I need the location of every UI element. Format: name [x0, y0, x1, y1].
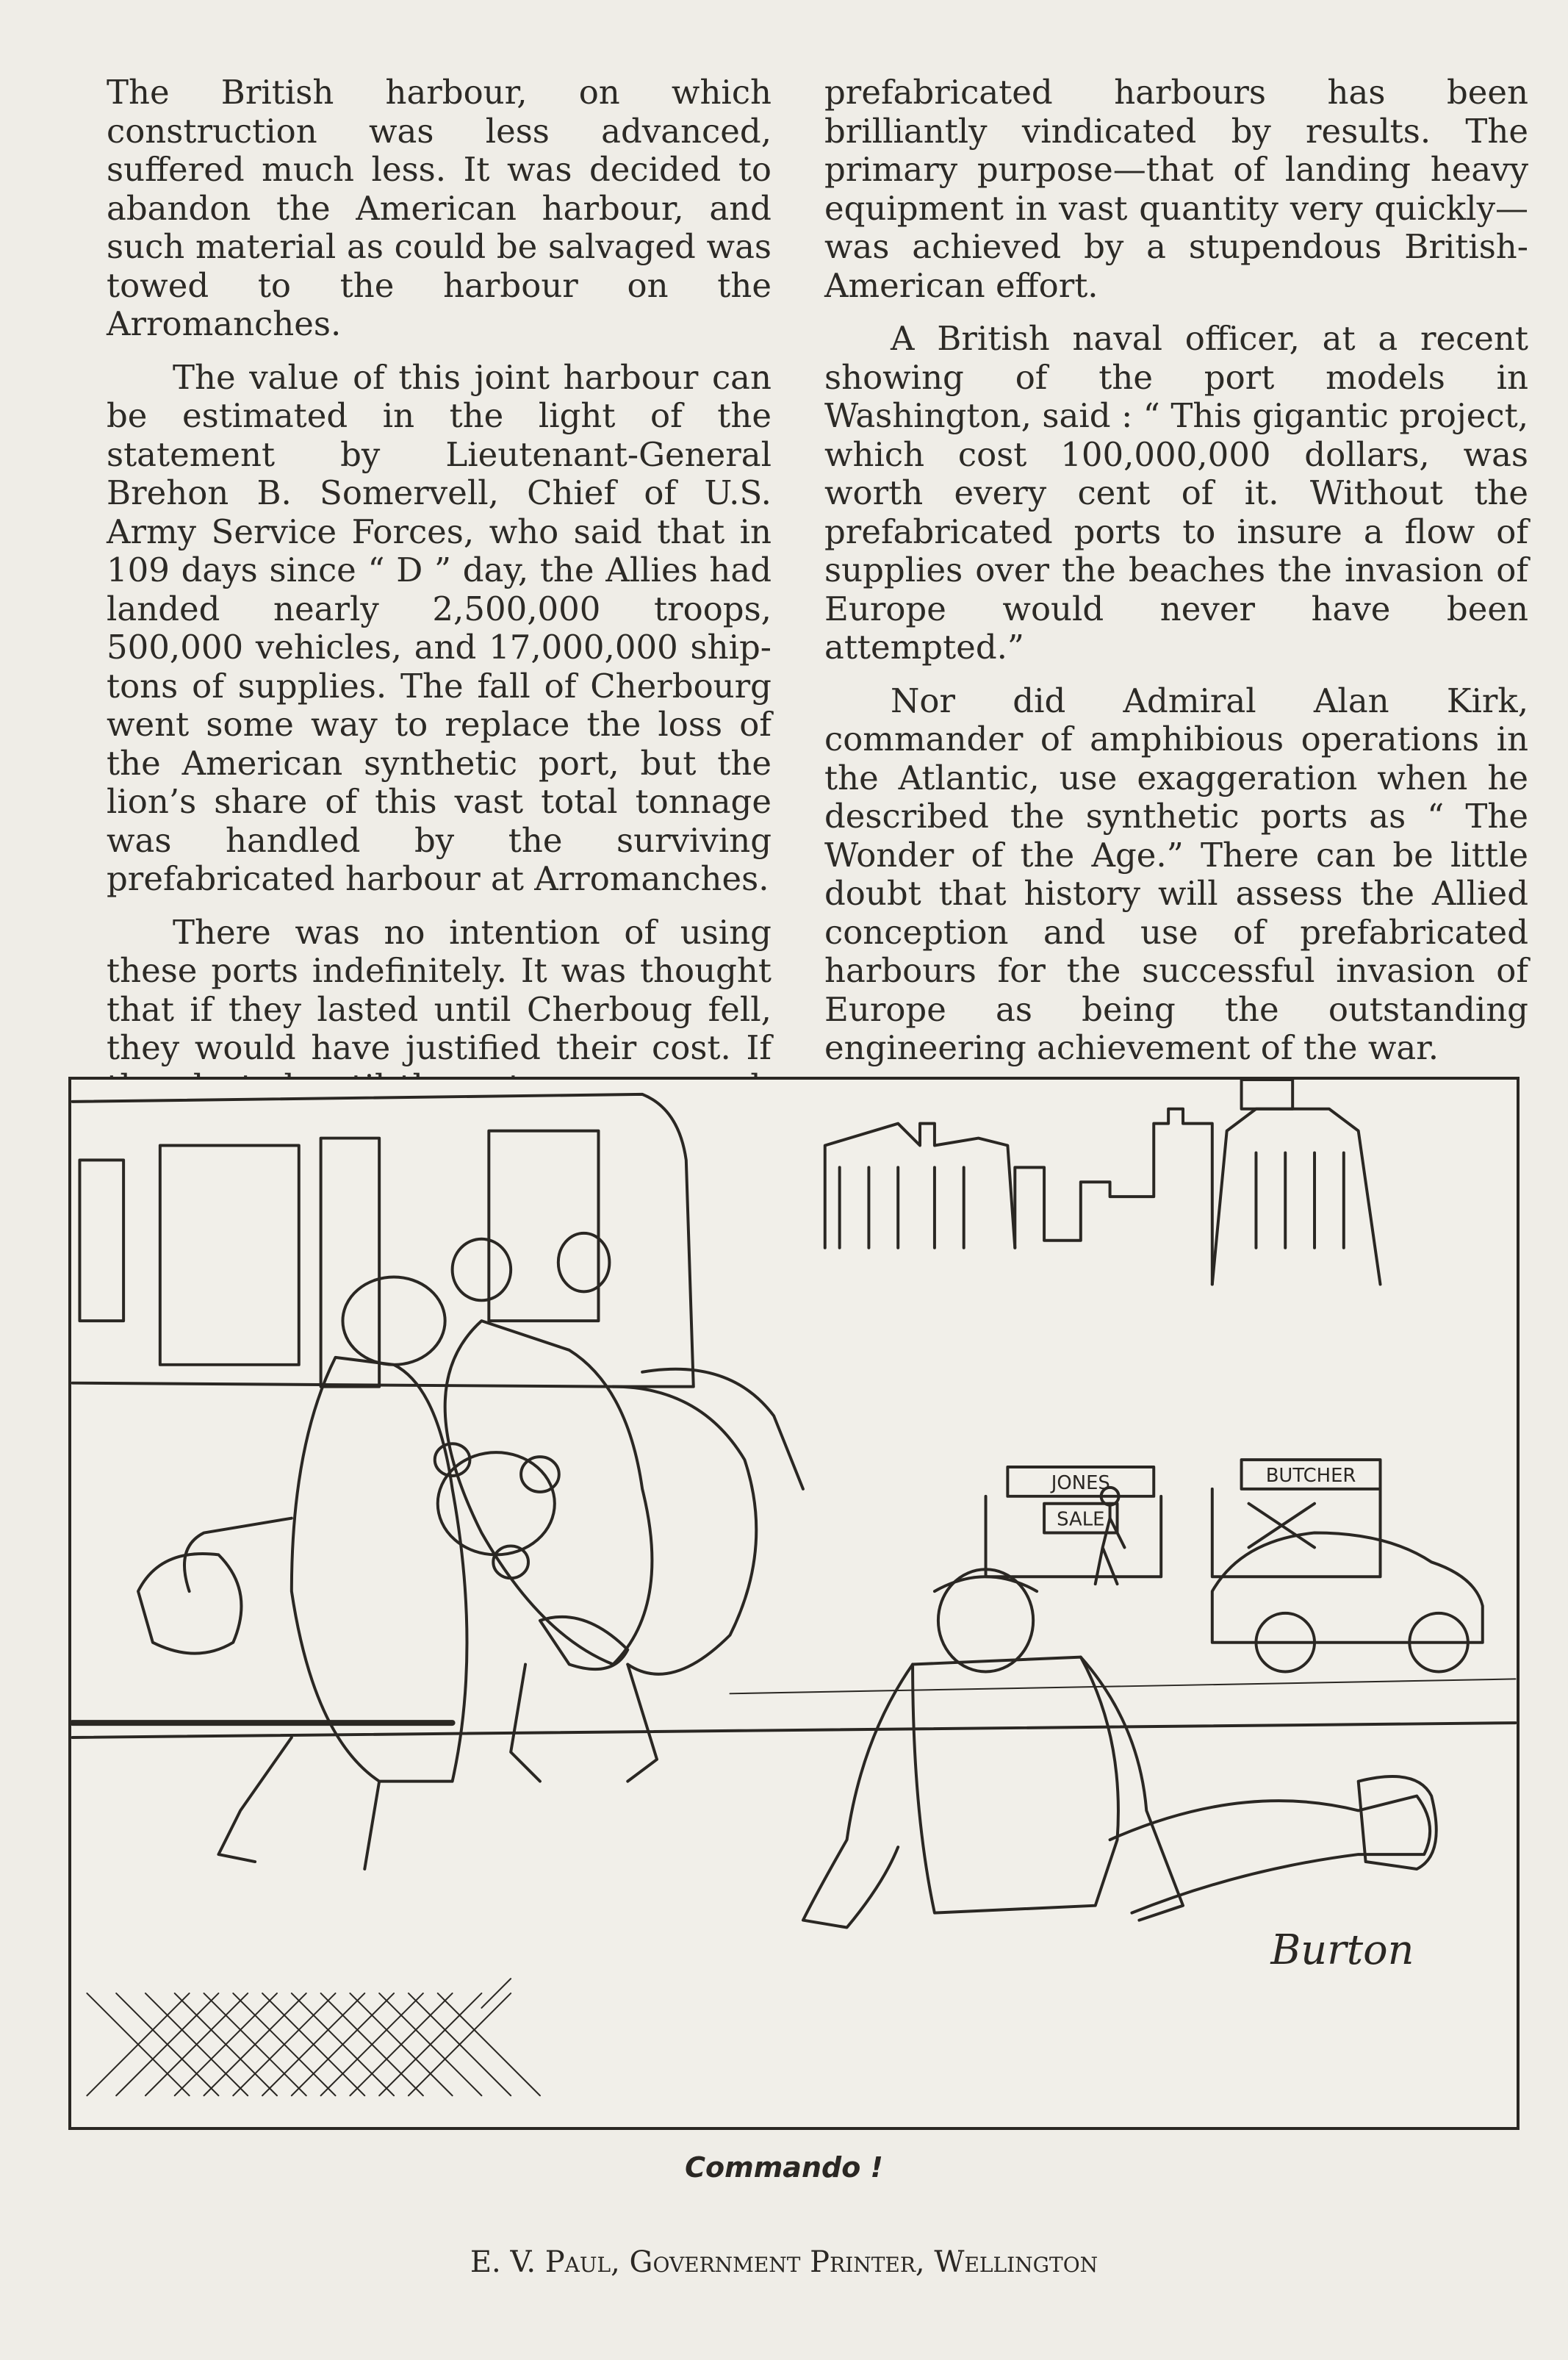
fallen-man-leg — [1110, 1796, 1431, 1913]
shopper-leg — [627, 1665, 657, 1782]
cartoon-drawing — [71, 1080, 1517, 2127]
shopper-figure — [613, 1387, 756, 1674]
fallen-man-arm — [803, 1665, 913, 1928]
shopper-head — [453, 1239, 511, 1301]
building — [825, 1124, 1015, 1248]
building — [1212, 1109, 1381, 1285]
artist-signature: Burton — [1270, 1926, 1414, 1975]
printer-imprint: E. V. Paul, Government Printer, Wellington — [470, 2245, 1098, 2279]
chimney — [1242, 1080, 1293, 1109]
shopper-head — [558, 1233, 610, 1292]
shop-sign-jones-text: JONES — [1051, 1471, 1110, 1494]
paragraph: There was no intention of using these ports indefinitely. It was thought that if they lasted until Cherboug fell, they would have justified their cost. If — [107, 912, 772, 1067]
fallen-man-body — [913, 1657, 1118, 1913]
shop-sign-sale-text: SALE — [1057, 1508, 1105, 1531]
shopper-leg — [511, 1665, 540, 1782]
tram-window — [321, 1138, 380, 1387]
paragraph: Nor did Admiral Alan Kirk, commander of amphibious operations in the Atlantic, use exaggeration when he described the synthetic ports as “ The Wonder of the Age.” There can be little doubt that history will assess the Allied conception and use of prefabricated harbours for the successful invasion of Europe as being the outstanding engineering achievement of the war. — [824, 681, 1528, 1067]
cartoon-illustration — [68, 1077, 1520, 2130]
shopper-figure — [445, 1321, 652, 1664]
fallen-man-arm — [1081, 1657, 1183, 1920]
shopping-basket — [138, 1554, 241, 1654]
paragraph: The value of this joint harbour can be estimated in the light of the statement by Lieutenant-General Brehon B. Somervell, Chief of U.S. Army Service Forces, who said that in 109 days since “ D ” day, the Allies had landed nearly 2,500,000 troops, 500,000 vehicles, and 17,000,000 ship-tons of supplies. The fall of Cherbourg went some way to replace the loss of the American synthetic port, but the lion’s share of this vast total tonnage was handled by the surviving prefabricated harbour at Arromanches. — [107, 357, 772, 898]
paragraph: A British naval officer, at a recent showing of the port models in Washington, said : “ This gigantic project, which cost 100,000,000 dollars, was worth every cent of it. Without the prefabricated ports to insure a flow of supplies over the beaches the invasion of Europe would never have been attempted.” — [824, 319, 1528, 667]
paragraph: The British harbour, on which construction was less advanced, suffered much less. It was decided to abandon the American harbour, and such material as could be salvaged was towed to the harbour on the Arromanches. — [107, 73, 772, 343]
shopper-leg — [218, 1737, 291, 1862]
car — [1212, 1533, 1483, 1643]
article-right-column — [824, 73, 1528, 1083]
article-left-column — [107, 73, 772, 1160]
shop-sign-butcher-text: BUTCHER — [1265, 1464, 1356, 1487]
shopper-leg — [364, 1782, 379, 1869]
shopper-head — [342, 1277, 445, 1364]
tram-window — [160, 1145, 299, 1364]
tram-window — [79, 1160, 123, 1321]
paragraph: prefabricated harbours has been brilliantly vindicated by results. The primary purpose—that of landing heavy equipment in vast quantity very quickly—was achieved by a stupendous British-American effort. — [824, 73, 1528, 305]
hatched-ground — [87, 1979, 540, 2095]
building — [1015, 1109, 1212, 1285]
shopper-figure — [292, 1357, 467, 1782]
fallen-man-head — [938, 1569, 1033, 1671]
cartoon-caption: Commando ! — [685, 2151, 883, 2184]
